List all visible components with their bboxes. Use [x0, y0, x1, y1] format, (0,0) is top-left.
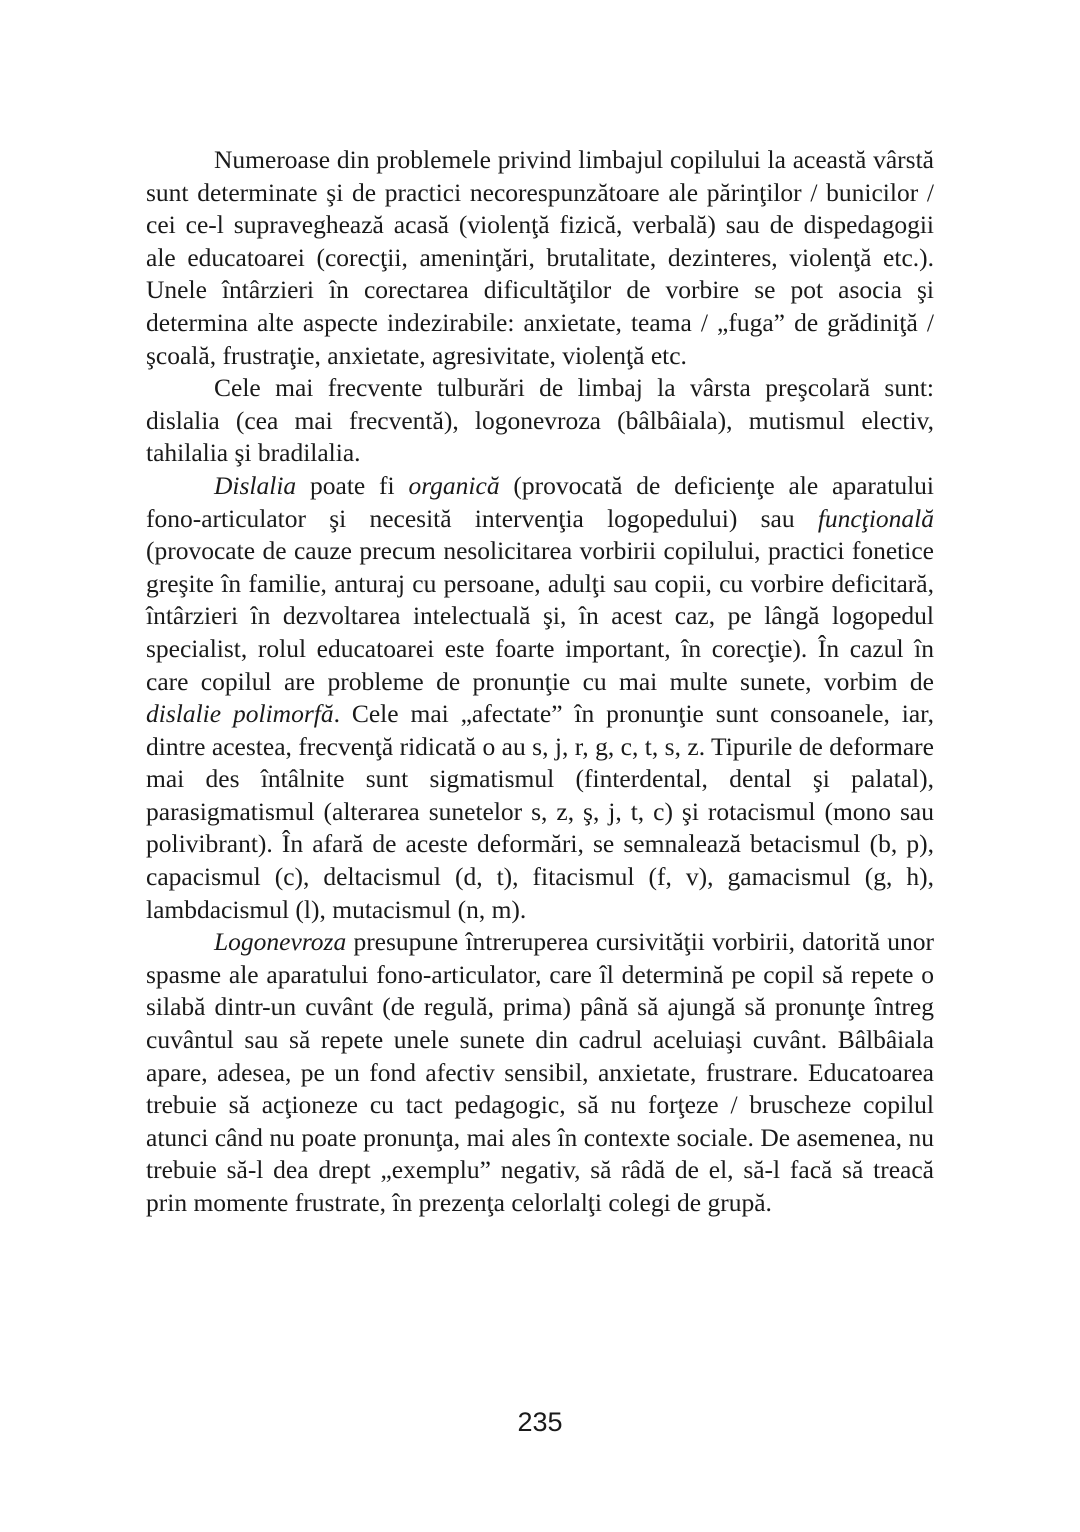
paragraph-dislalia: [146, 470, 934, 926]
paragraph-text: Cele mai frecvente tulburări de limbaj la vârsta preşcolară sunt: dislalia (cea mai frecventă), logonevroza (bâlbâiala), mutismul electiv, tahilalia şi bradilalia.: [146, 373, 934, 468]
term-logonevroza: Logonevroza: [214, 927, 347, 957]
paragraph-text: presupune întreruperea cursivităţii vorbirii, datorită unor spasme ale aparatului fono-articulator, care îl determină pe copil să repete o silabă dintr-un cuvânt (de regulă, prima) până să ajungă să pronunţe întreg cuvântul sau să repete unele sunete din cadrul aceluiaşi cuvânt. Bâlbâiala apare, adesea, pe un fond afectiv sensibil, anxietate, frustrare. Educatoarea trebuie să acţioneze cu tact pedagogic, să nu forţeze / bruscheze copilul atunci când nu poate pronunţa, mai ales în contexte sociale. De asemenea, nu trebuie să-l dea drept „exemplu” negativ, să râdă de el, să-l facă să treacă prin momente frustrate, în prezenţa celorlalţi colegi de grupă.: [146, 927, 934, 1217]
paragraph-frequent-disorders: [146, 372, 934, 470]
paragraph-text: (provocate de cauze precum nesolicitarea vorbirii copilului, practici fonetice greşite în familie, anturaj cu persoane, adulţi sau copii, cu vorbire deficitară, întârzieri în dezvoltarea intelectuală şi, în acest caz, pe lângă logopedul specialist, rolul educatoarei este foarte important, în corecţie). În cazul în care copilul are probleme de pronunţie cu mai multe sunete, vorbim de: [146, 536, 934, 696]
paragraph-language-problems: [146, 144, 934, 372]
paragraph-text: poate fi: [296, 470, 409, 500]
page-number: 235: [517, 1407, 563, 1437]
body-text: [146, 144, 934, 1220]
term-organica: organică: [408, 470, 500, 500]
term-functionala: funcţională: [817, 503, 934, 533]
paragraph-text: (provocată de deficienţe ale aparatului fono-articulator şi necesită intervenţia logopedului) sau: [146, 470, 934, 533]
paragraph-logonevroza: [146, 926, 934, 1219]
paragraph-text: . Cele mai „afectate” în pronunţie sunt consoanele, iar, dintre acestea, frecvenţă ridicată o au s, j, r, g, c, t, s, z. Tipurile de deformare mai des întâlnite sunt sigmatismul (finterdental, dental şi palatal), parasigmatismul (alterarea sunetelor s, z, ş, j, t, c) şi rotacismul (mono sau polivibrant). În afară de aceste deformări, se semnalează betacismul (b, p), capacismul (c), deltacismul (d, t), fitacismul (f, v), gamacismul (g, h), lambdacismul (l), mutacismul (n, m).: [146, 699, 934, 924]
paragraph-text: Numeroase din problemele privind limbajul copilului la această vârstă sunt determinate şi de practici necorespunzătoare ale părinţilor / bunicilor / cei ce-l supraveghează acasă (violenţă fizică, verbală) sau de dispedagogii ale educatoarei (corecţii, ameninţări, brutalitate, dezinteres, violenţă etc.). Unele întârzieri în corectarea dificultăţilor de vorbire se pot asocia şi determina alte aspecte indezirabile: anxietate, teama / „fuga” de grădiniţă / şcoală, frustraţie, anxietate, agresivitate, violenţă etc.: [146, 145, 934, 370]
term-dislalia: Dislalia: [214, 470, 297, 500]
term-dislalie-polimorfa: dislalie polimorfă: [146, 699, 334, 729]
